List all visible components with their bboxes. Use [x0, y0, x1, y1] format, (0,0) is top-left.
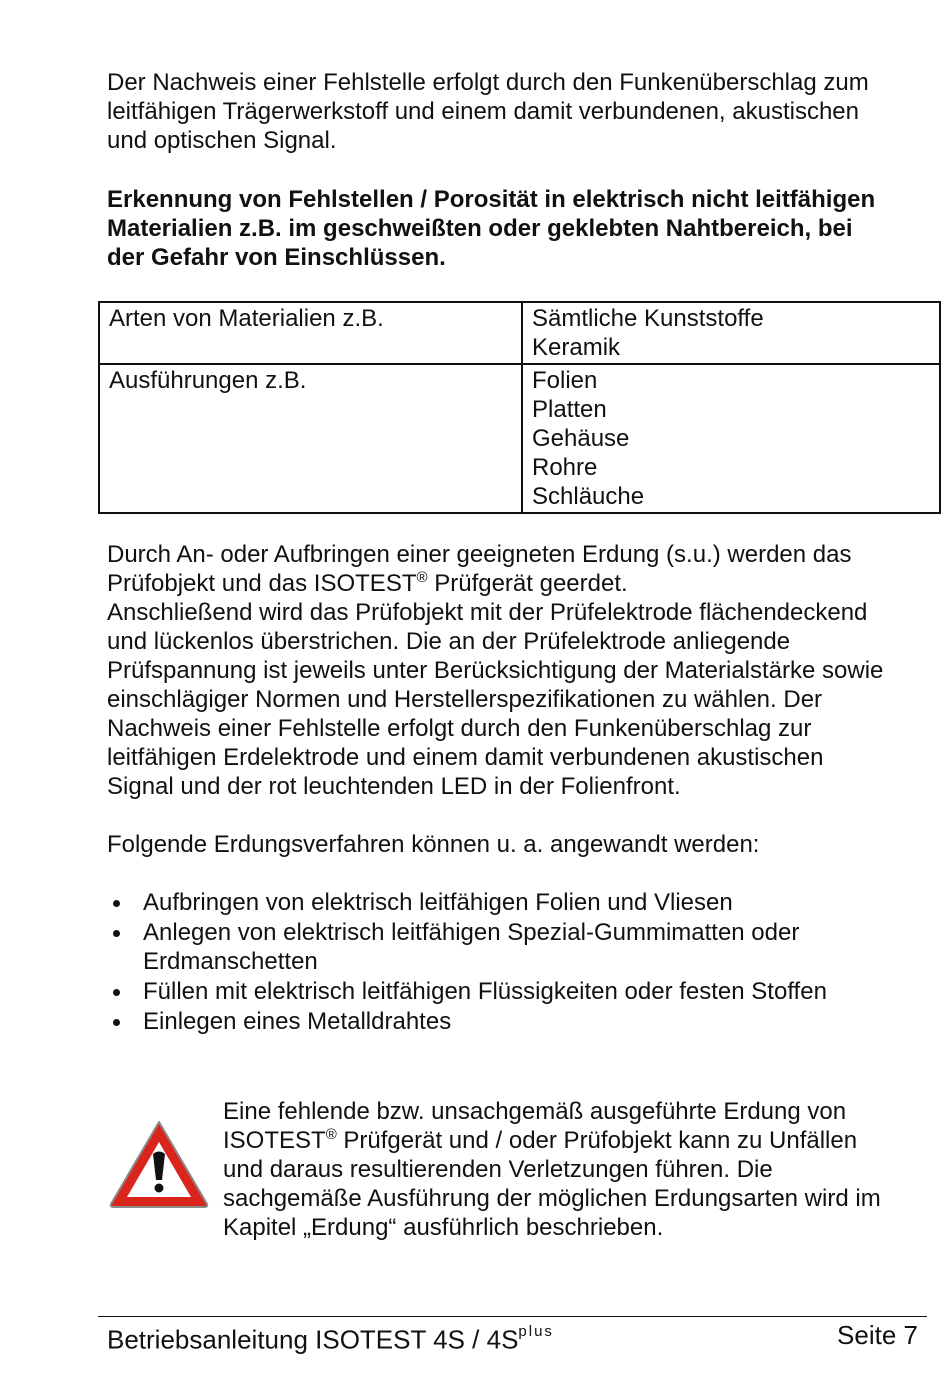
footer-divider [98, 1316, 927, 1317]
footer-title-superscript: plus [518, 1323, 554, 1340]
table-row [99, 302, 940, 364]
list-item-text: Aufbringen von elektrisch leitfähigen Folien und Vliesen [143, 889, 733, 916]
table-value: Schläuche [532, 483, 645, 510]
text-line [223, 1126, 933, 1155]
text-line: und daraus resultierenden Verletzungen führen. Die [223, 1156, 773, 1183]
list-item [107, 888, 927, 917]
registered-mark: ® [325, 1126, 337, 1143]
text-line: sachgemäße Ausführung der möglichen Erdungsarten wird im [223, 1185, 881, 1212]
section-heading [107, 185, 927, 272]
table-value: Sämtliche Kunststoffe [532, 305, 764, 332]
table-cell-label: Ausführungen z.B. [99, 364, 522, 513]
warning-text [223, 1097, 933, 1242]
grounding-methods-list [107, 888, 927, 1037]
intro-paragraph [107, 68, 927, 155]
text-line: Durch An- oder Aufbringen einer geeigneten Erdung (s.u.) werden das [107, 541, 852, 568]
table-value: Folien [532, 367, 598, 394]
text-line: einschlägiger Normen und Herstellerspezifikationen zu wählen. Der [107, 686, 823, 713]
text-line: Anschließend wird das Prüfobjekt mit der Prüfelektrode flächendeckend [107, 599, 868, 626]
table-value: Platten [532, 396, 607, 423]
table-value: Gehäuse [532, 425, 630, 452]
footer-title [107, 1319, 554, 1356]
table-cell-values [522, 364, 940, 513]
list-item [107, 1007, 927, 1036]
footer-title-text: Betriebsanleitung ISOTEST 4S / 4S [107, 1324, 519, 1355]
materials-table [98, 301, 941, 514]
text-line [107, 569, 927, 598]
bullet-icon [113, 930, 120, 937]
text-fragment: Prüfgerät und / oder Prüfobjekt kann zu Unfällen [336, 1127, 858, 1154]
table-row [99, 364, 940, 513]
text-line: Prüfspannung ist jeweils unter Berücksichtigung der Materialstärke sowie [107, 657, 884, 684]
list-item-text: Anlegen von elektrisch leitfähigen Spezial-Gummimatten oder [143, 919, 800, 946]
text-line: und lückenlos überstrichen. Die an der Prüfelektrode anliegende [107, 628, 791, 655]
table-value: Keramik [532, 334, 621, 361]
list-item [107, 977, 927, 1006]
page-number: Seite 7 [837, 1320, 918, 1350]
heading-line: der Gefahr von Einschlüssen. [107, 244, 446, 271]
list-item-text: Einlegen eines Metalldrahtes [143, 1008, 452, 1035]
list-item-text: Füllen mit elektrisch leitfähigen Flüssigkeiten oder festen Stoffen [143, 978, 827, 1005]
text-fragment: Prüfgerät geerdet. [427, 570, 628, 597]
heading-line: Materialien z.B. im geschweißten oder geklebten Nahtbereich, bei [107, 215, 853, 242]
body-paragraph [107, 540, 927, 801]
text-line: Signal und der rot leuchtenden LED in der Folienfront. [107, 773, 681, 800]
warning-triangle-icon [107, 1118, 211, 1210]
list-item [107, 918, 927, 976]
heading-line: Erkennung von Fehlstellen / Porosität in elektrisch nicht leitfähigen [107, 186, 876, 213]
text-fragment: ISOTEST [223, 1127, 326, 1154]
bullet-icon [113, 900, 120, 907]
text-line: und optischen Signal. [107, 127, 337, 154]
table-cell-label: Arten von Materialien z.B. [99, 302, 522, 364]
text-line: Eine fehlende bzw. unsachgemäß ausgeführte Erdung von [223, 1098, 847, 1125]
text-line: Der Nachweis einer Fehlstelle erfolgt durch den Funkenüberschlag zum [107, 69, 869, 96]
registered-mark: ® [416, 569, 428, 586]
table-value: Rohre [532, 454, 598, 481]
bullet-icon [113, 989, 120, 996]
text-line: leitfähigen Erdelektrode und einem damit verbundenen akustischen [107, 744, 824, 771]
text-line: leitfähigen Trägerwerkstoff und einem damit verbundenen, akustischen [107, 98, 860, 125]
text-fragment: Prüfobjekt und das ISOTEST [107, 570, 417, 597]
list-item-text: Erdmanschetten [143, 948, 318, 975]
bullet-icon [113, 1019, 120, 1026]
text-line: Nachweis einer Fehlstelle erfolgt durch den Funkenüberschlag zur [107, 715, 812, 742]
grounding-intro: Folgende Erdungsverfahren können u. a. angewandt werden: [107, 831, 760, 858]
table-cell-values [522, 302, 940, 364]
text-line: Kapitel „Erdung“ ausführlich beschrieben. [223, 1214, 664, 1241]
